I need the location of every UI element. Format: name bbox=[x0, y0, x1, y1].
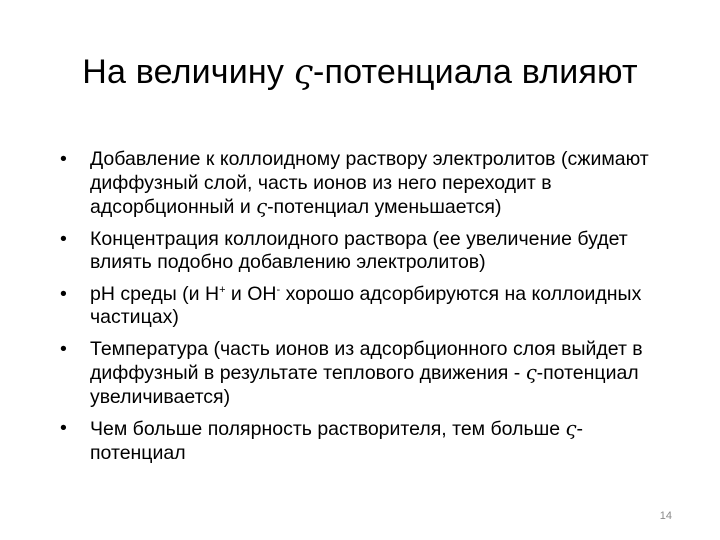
bullet-text: Чем больше полярность растворителя, тем больше bbox=[90, 418, 566, 440]
bullet-dot: • bbox=[60, 417, 67, 439]
bullet-list bbox=[60, 148, 670, 473]
zeta-symbol: ς bbox=[256, 195, 268, 218]
bullet-text: Концентрация коллоидного раствора (ее увеличение будет влиять подобно добавлению электролитов) bbox=[90, 227, 628, 273]
zeta-symbol: ς bbox=[565, 417, 577, 440]
superscript-minus: - bbox=[276, 283, 281, 296]
bullet-text: -потенциал уменьшается) bbox=[267, 196, 502, 218]
bullet-text: и ОН bbox=[225, 282, 277, 305]
bullet-item-concentration bbox=[60, 228, 670, 275]
bullet-item-ph bbox=[60, 283, 670, 330]
slide-title bbox=[0, 50, 720, 94]
bullet-text: Добавление к коллоидному раствору электролитов (сжимают диффузный слой, часть ионов из него переходит в адсорбционный и bbox=[90, 148, 649, 218]
title-text-start: На величину bbox=[82, 53, 294, 91]
bullet-text: -потенциал увеличивается) bbox=[90, 362, 639, 408]
bullet-text: -потенциал bbox=[90, 418, 583, 464]
zeta-symbol: ς bbox=[293, 52, 313, 92]
bullet-dot: • bbox=[60, 337, 67, 360]
superscript-plus: + bbox=[219, 283, 226, 296]
bullet-text: рН среды (и Н bbox=[90, 282, 220, 305]
bullet-item-solvent-polarity bbox=[60, 417, 670, 465]
bullet-dot: • bbox=[60, 282, 67, 305]
bullet-dot: • bbox=[60, 227, 67, 250]
bullet-item-temperature bbox=[60, 338, 670, 410]
bullet-text: Температура (часть ионов из адсорбционного слоя выйдет в диффузный в результате теплового движения - bbox=[90, 337, 643, 384]
zeta-symbol: ς bbox=[525, 361, 537, 384]
page-number: 14 bbox=[659, 510, 672, 522]
bullet-item-electrolytes bbox=[60, 148, 670, 220]
bullet-text: хорошо адсорбируются на коллоидных частицах) bbox=[90, 282, 642, 328]
bullet-dot: • bbox=[60, 148, 67, 170]
title-text-end: -потенциала влияют bbox=[312, 53, 638, 91]
